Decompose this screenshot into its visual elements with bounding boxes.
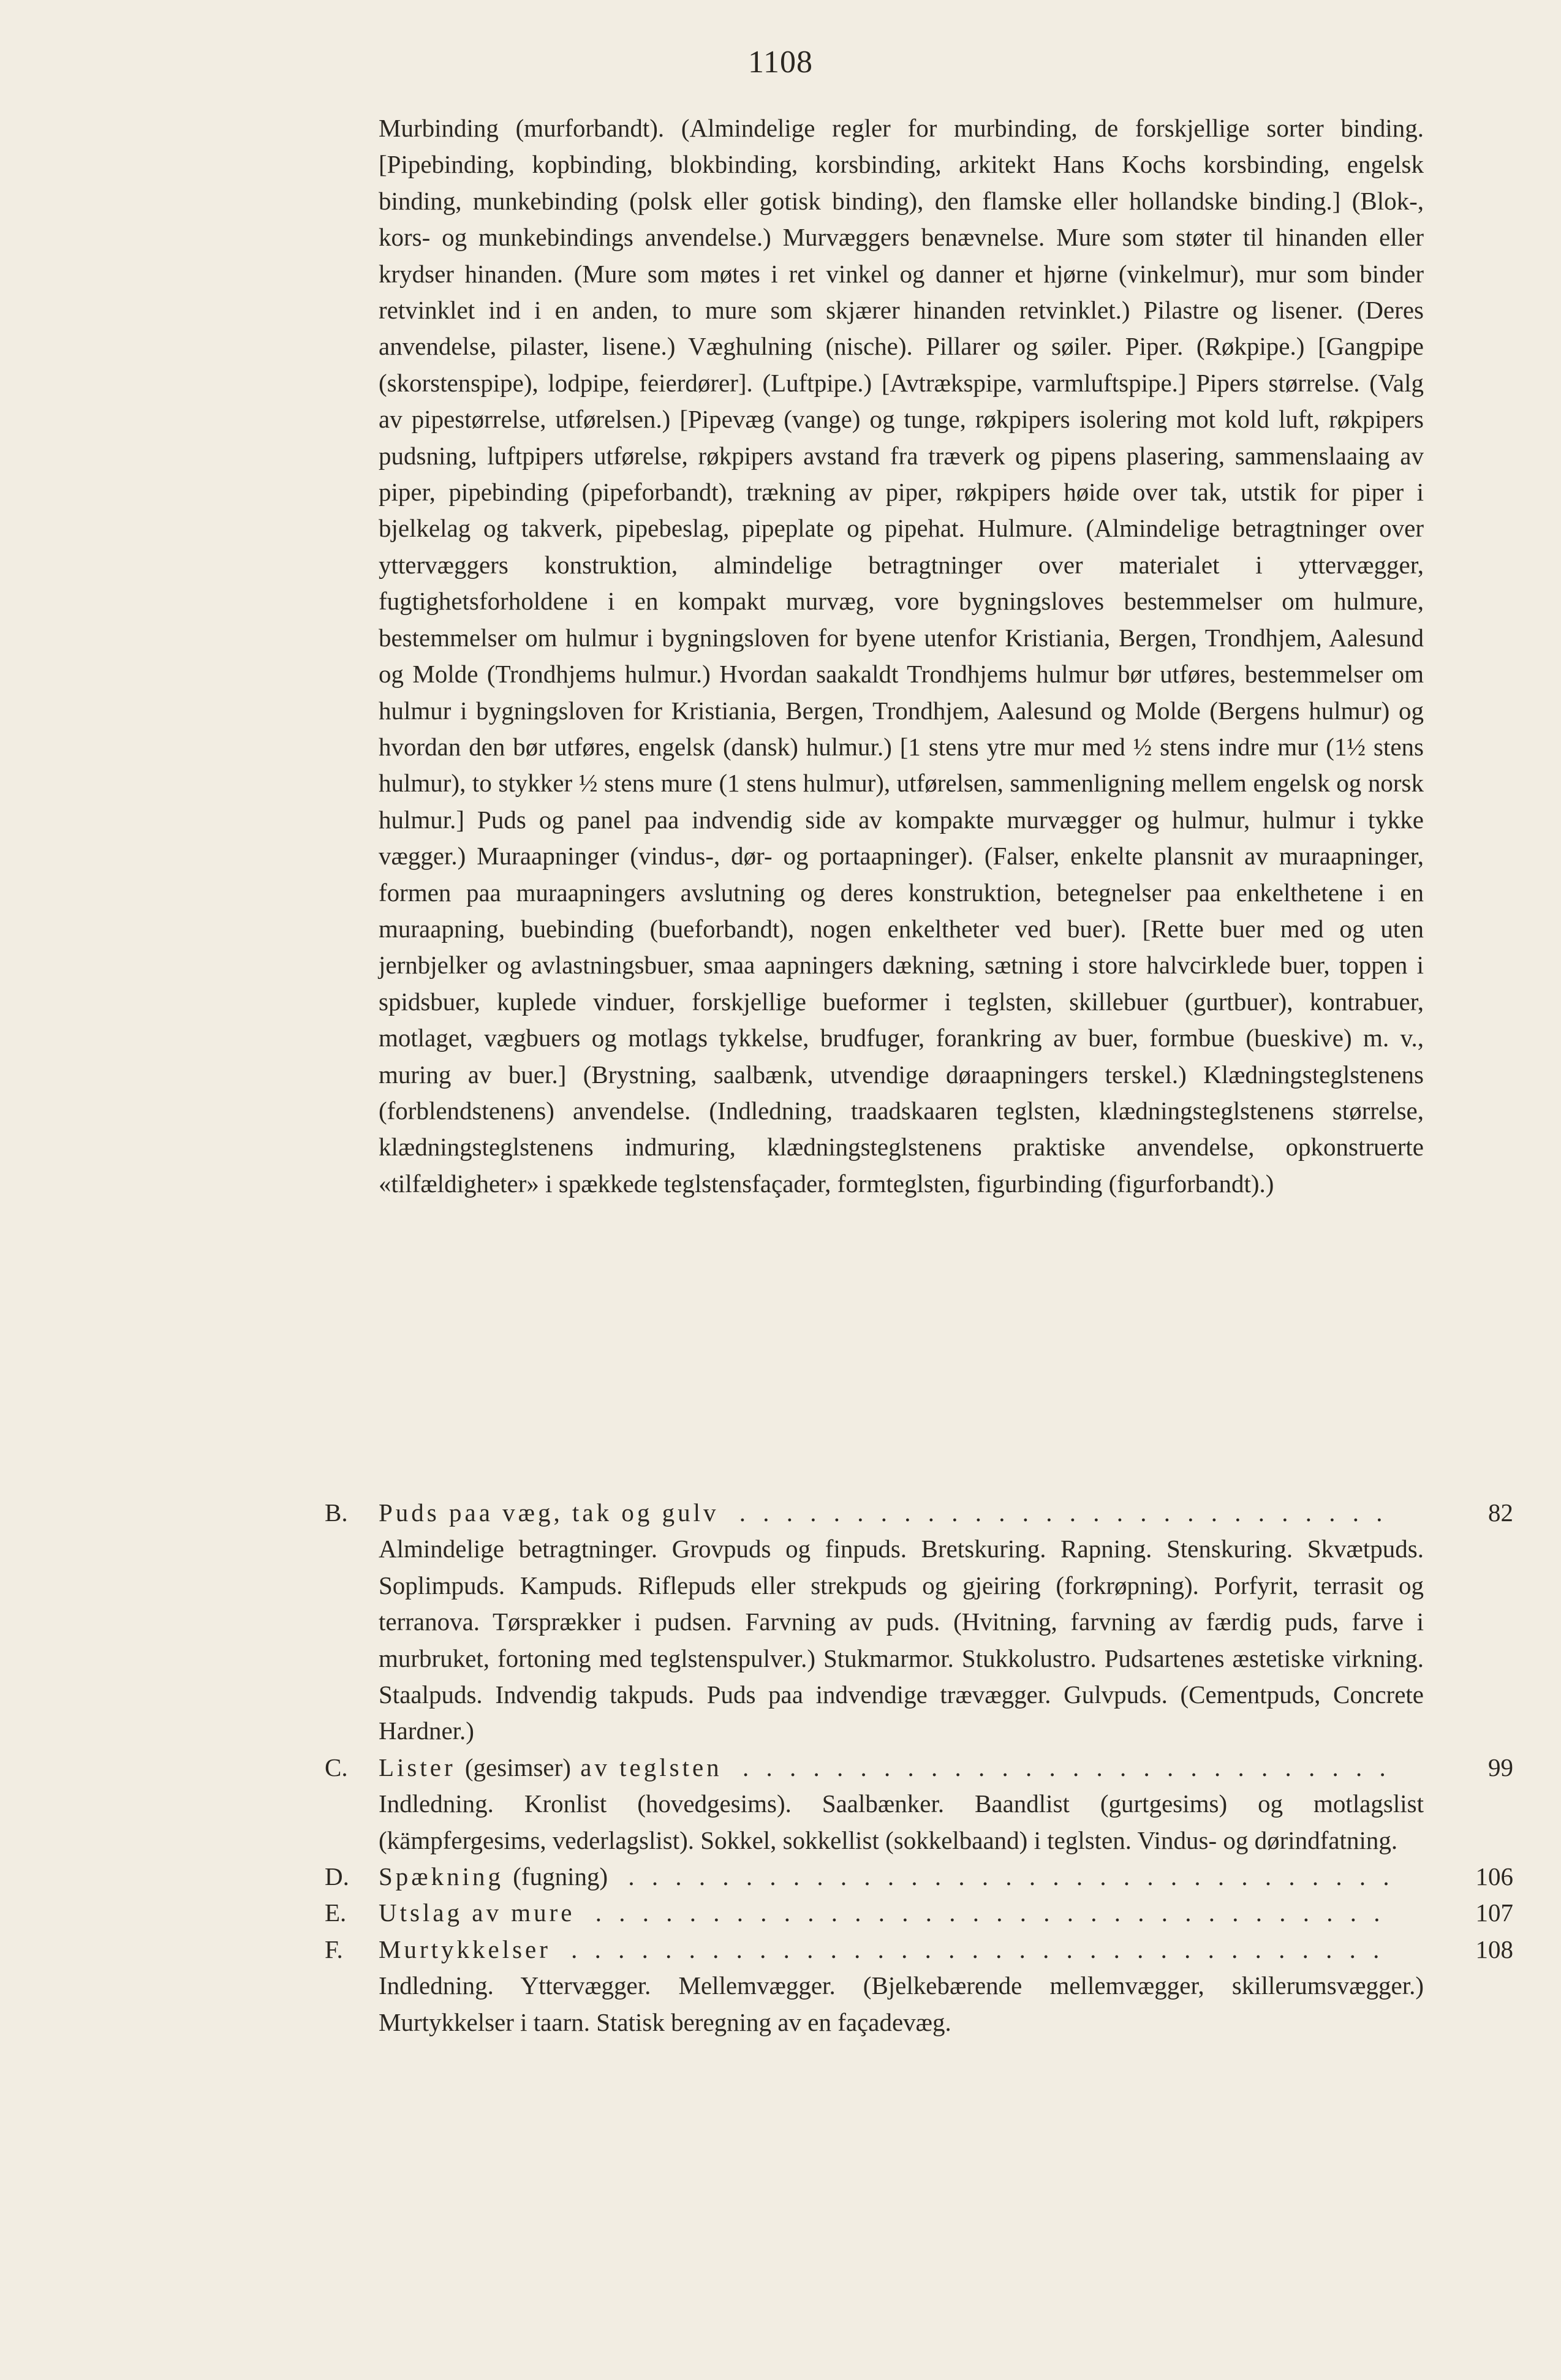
toc-entry-description: Almindelige betragtninger. Grovpuds og finpuds. Bretskuring. Rapning. Stenskuring. Skvætpuds. Soplimpuds. Kampuds. Riflepuds eller strekpuds og gjeiring (forkrøpning). Porfyrit, terrasit og terranova. Tørsprækker i pudsen. Farvning av puds. (Hvitning, farvning av færdig puds, farve i murbruket, fortoning med teglstenspulver.) Stukmarmor. Stukkolustro. Pudsartenes æstetiske virkning. Staalpuds. Indvendig takpuds. Puds paa indvendige trævægger. Gulvpuds. (Cementpuds, Concrete Hardner.) xyxy=(379,1535,1424,1745)
toc-entry-title-text: Spækning xyxy=(379,1862,504,1891)
toc-entry-title-text: Puds paa væg, tak og gulv xyxy=(379,1498,727,1527)
toc-entry-heading xyxy=(325,1495,1513,1531)
toc-entry-e xyxy=(325,1895,1513,1931)
toc-entry-heading xyxy=(325,1750,1513,1786)
toc-entry-letter: B. xyxy=(325,1498,348,1527)
toc-entry-d xyxy=(325,1859,1513,1895)
page-number: 1108 xyxy=(747,45,814,80)
toc-entry-letter: E. xyxy=(325,1898,347,1927)
section-intro-paragraph: Murbinding (murforbandt). (Almindelige regler for murbinding, de forskjellige sorter binding. [Pipebinding, kopbinding, blokbinding, korsbinding, arkitekt Hans Kochs korsbinding, engelsk binding, munkebinding (polsk eller gotisk binding), den flamske eller hollandske binding.] (Blok-, kors- og munkebindings anvendelse.) Murvæggers benævnelse. Mure som støter til hinanden eller krydser hinanden. (Mure som møtes i ret vinkel og danner et hjørne (vinkelmur), mur som binder retvinklet ind i en anden, to mure som skjærer hinanden retvinklet.) Pilastre og lisener. (Deres anvendelse, pilaster, lisene.) Væghulning (nische). Pillarer og søiler. Piper. (Røkpipe.) [Gangpipe (skorstenspipe), lodpipe, feierdører]. (Luftpipe.) [Avtrækspipe, varmluftspipe.] Pipers størrelse. (Valg av pipestørrelse, utførelsen.) [Pipevæg (vange) og tunge, røkpipers isolering mot kold luft, røkpipers pudsning, luftpipers utførelse, røkpipers avstand fra træverk og pipens plasering, sammenslaaing av piper, pipebinding (pipeforbandt), trækning av piper, røkpipers høide over tak, utstik for piper i bjelkelag og takverk, pipebeslag, pipeplate og pipehat. Hulmure. (Almindelige betragtninger over yttervæggers konstruktion, almindelige betragtninger over materialet i yttervægger, fugtighetsforholdene i en kompakt murvæg, vore bygningsloves bestemmelser om hulmure, bestemmelser om hulmur i bygningsloven for byene utenfor Kristiania, Bergen, Trondhjem, Aalesund og Molde (Trondhjems hulmur.) Hvordan saakaldt Trondhjems hulmur bør utføres, bestemmelser om hulmur i bygningsloven for Kristiania, Bergen, Trondhjem, Aalesund og Molde (Bergens hulmur) og hvordan den bør utføres, engelsk (dansk) hulmur.) [1 stens ytre mur med ½ stens indre mur (1½ stens hulmur), to stykker ½ stens mure (1 stens hulmur), utførelsen, sammenligning mellem engelsk og norsk hulmur.] Puds og panel paa indvendig side av kompakte murvægger og hulmur, hulmur i tykke vægger.) Muraapninger (vindus-, dør- og portaapninger). (Falser, enkelte plansnit av muraapninger, formen paa muraapningers avslutning og deres konstruktion, betegnelser paa enkelthetene i en muraapning, buebinding (bueforbandt), nogen enkeltheter ved buer). [Rette buer med og uten jernbjelker og avlastningsbuer, smaa aapningers dækning, sætning i store halvcirklede buer, toppen i spidsbuer, kuplede vinduer, forskjellige bueformer i teglsten, skillebuer (gurtbuer), kontrabuer, motlaget, vægbuers og motlags tykkelse, brudfuger, forankring av buer, formbue (bueskive) m. v., muring av buer.] (Brystning, saalbænk, utvendige døraapningers terskel.) Klædningsteglstenens (forblendstenens) anvendelse. (Indledning, traadskaaren teglsten, klædningsteglstenens størrelse, klædningsteglstenens indmuring, klædningsteglstenens praktiske anvendelse, opkonstruerte «tilfældigheter» i spækkede teglstensfaçader, formteglsten, figurbinding (figurforbandt).) xyxy=(379,114,1424,1198)
toc-entry-c xyxy=(325,1750,1513,1859)
toc-entry-title xyxy=(379,1859,1391,1895)
toc-entry-b xyxy=(325,1495,1513,1750)
toc-entry-title-note: (fugning) xyxy=(513,1862,608,1891)
toc-entry-description: Indledning. Yttervægger. Mellemvægger. (Bjelkebærende mellemvægger, skillerumsvægger.) Murtykkelser i taarn. Statisk beregning av en façadevæg. xyxy=(379,1971,1424,2036)
toc-entry-page: 107 xyxy=(1475,1898,1513,1927)
toc-entry-heading xyxy=(325,1932,1513,1968)
toc-entry-letter: D. xyxy=(325,1862,349,1891)
toc-entry-page: 82 xyxy=(1488,1498,1513,1527)
toc-entry-title xyxy=(379,1750,1391,1786)
toc-entry-title-note: (gesimser) xyxy=(464,1753,571,1781)
table-of-contents xyxy=(325,1495,1513,2041)
toc-entry-heading xyxy=(325,1895,1513,1931)
toc-entry-title-text: Utslag av mure xyxy=(379,1898,583,1927)
toc-entry-page: 99 xyxy=(1488,1753,1513,1781)
toc-entry-title-text: Lister xyxy=(379,1753,456,1781)
toc-entry-title-text-2: av teglsten xyxy=(580,1753,722,1781)
toc-entry-title xyxy=(379,1932,1391,1968)
toc-entry-title-text: Murtykkelser xyxy=(379,1935,559,1963)
toc-entry-heading xyxy=(325,1859,1513,1895)
toc-entry-f xyxy=(325,1932,1513,2041)
toc-entry-letter: C. xyxy=(325,1753,348,1781)
toc-entry-title xyxy=(379,1895,1391,1931)
toc-entry-letter: F. xyxy=(325,1935,343,1963)
toc-entry-page: 108 xyxy=(1475,1935,1513,1963)
toc-entry-description: Indledning. Kronlist (hovedgesims). Saalbænker. Baandlist (gurtgesims) og motlagslist (kämpfergesims, vederlagslist). Sokkel, sokkellist (sokkelbaand) i teglsten. Vindus- og dørindfatning. xyxy=(379,1789,1424,1854)
toc-entry-page: 106 xyxy=(1475,1862,1513,1891)
toc-entry-title xyxy=(379,1495,1391,1531)
